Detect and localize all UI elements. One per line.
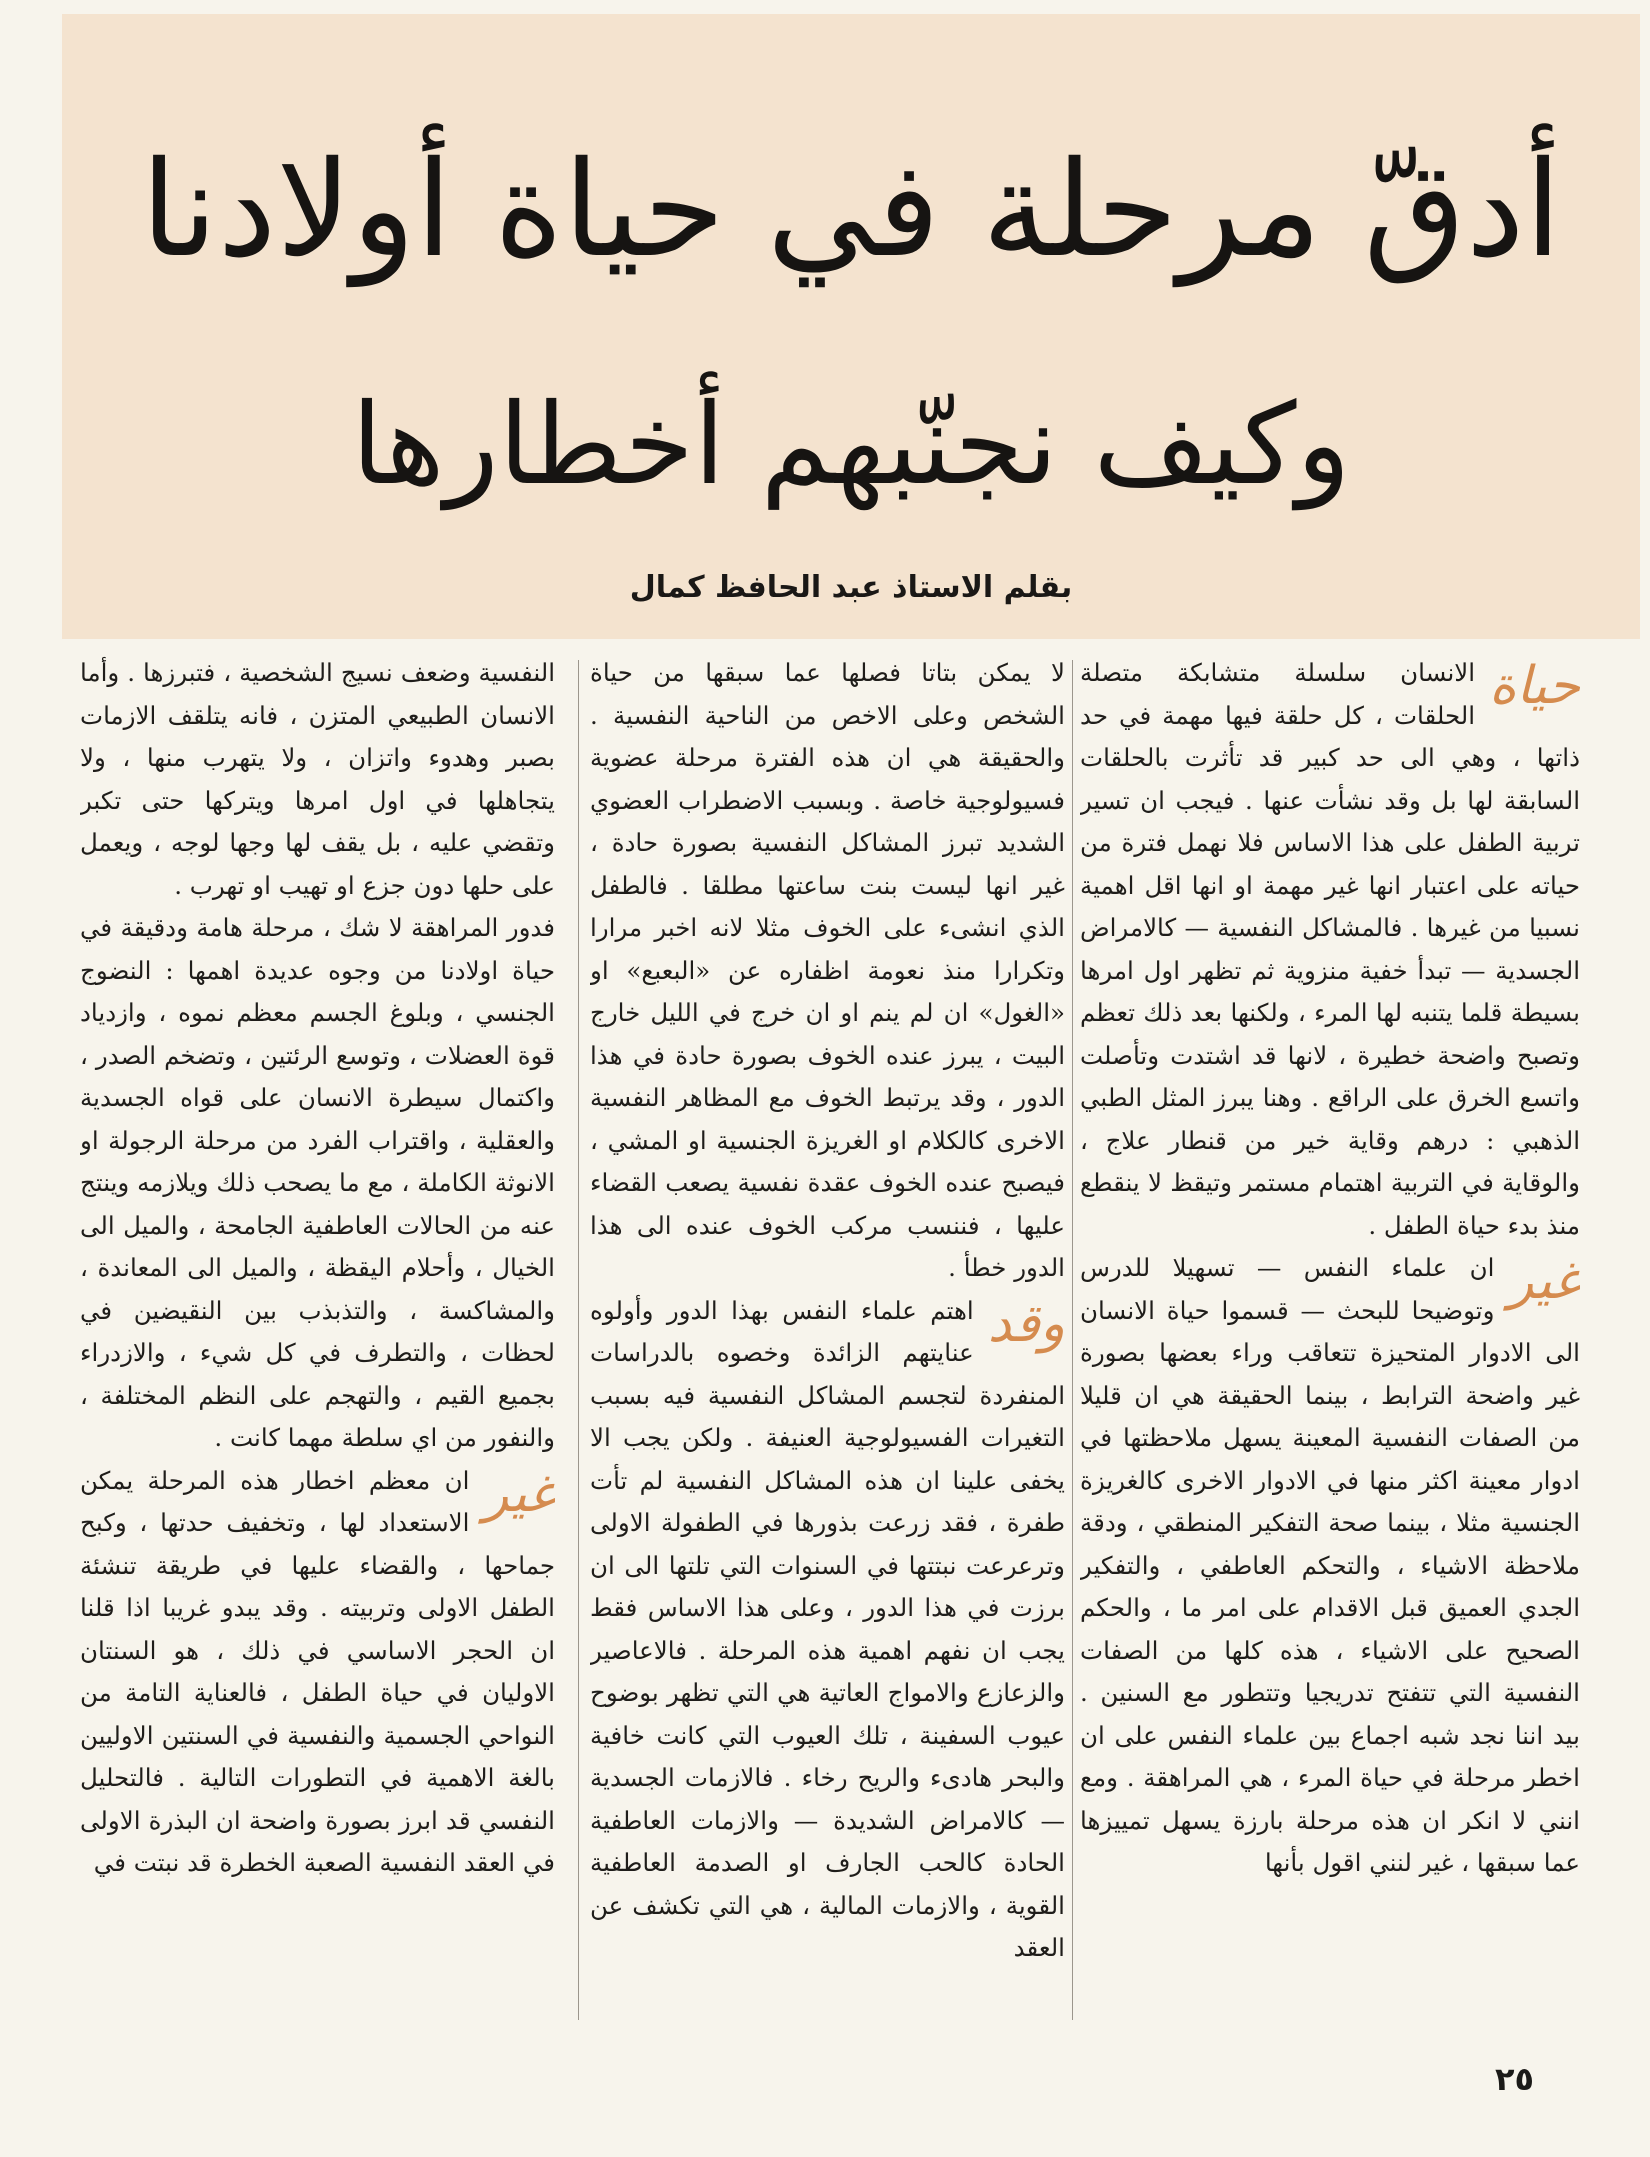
text-column-left xyxy=(80,652,555,2032)
article-subtitle: وكيف نجنّبهم أخطارها xyxy=(351,380,1351,510)
drop-cap: غير xyxy=(1508,1251,1580,1311)
paragraph-text: ان معظم اخطار هذه المرحلة يمكن الاستعداد لها ، وتخفيف حدتها ، وكبح جماحها ، والقضاء عليها في طريقة تنشئة الطفل الاولى وتربيته . وقد يبدو غريبا اذا قلنا ان الحجر الاساسي في ذلك ، هو السنتان الاوليان في حياة الطفل ، فالعناية التامة من النواحي الجسمية والنفسية في السنتين الاوليين بالغة الاهمية في التطورات التالية . فالتحليل النفسي قد ابرز بصورة واضحة ان البذرة الاولى في العقد النفسية الصعبة الخطرة قد نبتت في xyxy=(80,1465,555,1877)
paragraph-text: ان علماء النفس — تسهيلا للدرس وتوضيحا للبحث — قسموا حياة الانسان الى الادوار المتحيزة تتعاقب وراء بعضها بصورة غير واضحة الترابط ، بينما الحقيقة هي ان قليلا من الصفات النفسية المعينة يسهل ملاحظتها في ادوار معينة اكثر منها في الادوار الاخرى كالغريزة الجنسية مثلا ، بينما صحة التفكير المنطقي ، ودقة ملاحظة الاشياء ، والتحكم العاطفي ، والتفكير الجدي العميق قبل الاقدام على امر ما ، والحكم الصحيح على الاشياء ، هذه كلها من الصفات النفسية التي تتفتح تدريجيا وتتطور مع السنين . بيد اننا نجد شبه اجماع بين علماء النفس على ان اخطر مرحلة في حياة المرء ، هي المراهقة . ومع انني لا انكر ان هذه مرحلة بارزة يسهل تمييزها عما سبقها ، غير لنني اقول بأنها xyxy=(1080,1253,1580,1877)
paragraph xyxy=(80,1460,555,1885)
article-byline: بقلم الاستاذ عبد الحافظ كمال xyxy=(629,570,1073,605)
text-column-right xyxy=(1080,652,1580,2032)
drop-cap: غير xyxy=(483,1463,555,1524)
paragraph-text: لا يمكن بتاتا فصلها عما سبقها من حياة الشخص وعلى الاخص من الناحية النفسية . والحقيقة هي ان هذه الفترة مرحلة عضوية فسيولوجية خاصة . وبسبب الاضطراب العضوي الشديد تبرز المشاكل النفسية بصورة حادة ، غير انها ليست بنت ساعتها مطلقا . فالطفل الذي انشىء على الخوف مثلا لانه اخبر مرارا وتكرارا منذ نعومة اظفاره عن «البعبع» او «الغول» ان لم ينم او ان خرج في الليل خارج البيت ، يبرز عنده الخوف بصورة حادة في هذا الدور ، وقد يرتبط الخوف مع المظاهر النفسية الاخرى كالكلام او الغريزة الجنسية او المشي ، فيصبح عنده الخوف عقدة نفسية يصعب القضاء عليها ، فننسب مركب الخوف عنده الى هذا الدور خطأ . xyxy=(590,658,1065,1282)
article-title: أدقّ مرحلة في حياة أولادنا xyxy=(140,133,1562,287)
text-column-middle xyxy=(590,652,1065,2032)
paragraph-text: اهتم علماء النفس بهذا الدور وأولوه عنايتهم الزائدة وخصوه بالدراسات المنفردة لتجسم المشاكل النفسية فيه بسبب التغيرات الفسيولوجية العنيفة . ولكن يجب الا يخفى علينا ان هذه المشاكل النفسية لم تأت طفرة ، فقد زرعت بذورها في الطفولة الاولى وترعرعت نبتتها في السنوات التي تلتها الى ان برزت في هذا الدور ، وعلى هذا الاساس فقط يجب ان نفهم اهمية هذه المرحلة . فالاعاصير والزعازع والامواج العاتية هي التي تظهر بوضوح عيوب السفينة ، تلك العيوب التي كانت خافية والبحر هادىء والريح رخاء . فالازمات الجسدية — كالامراض الشديدة — والازمات العاطفية الحادة كالحب الجارف او الصدمة العاطفية القوية ، والازمات المالية ، هي التي تكشف عن العقد xyxy=(590,1295,1065,1962)
paragraph-text: فدور المراهقة لا شك ، مرحلة هامة ودقيقة في حياة اولادنا من وجوه عديدة اهمها : النضوج الجنسي ، وبلوغ الجسم معظم نموه ، وازدياد قوة العضلات ، وتوسع الرئتين ، وتضخم الصدر ، واكتمال سيطرة الانسان على قواه الجسدية والعقلية ، واقتراب الفرد من مرحلة الرجولة او الانوثة الكاملة ، مع ما يصحب ذلك ويلازمه وينتج عنه من الحالات العاطفية الجامحة ، والميل الى الخيال ، وأحلام اليقظة ، والميل الى المعاندة ، والمشاكسة ، والتذبذب بين النقيضين في لحظات ، والتطرف في كل شيء ، والازدراء بجميع القيم ، والتهجم على النظم المختلفة ، والنفور من اي سلطة مهما كانت . xyxy=(80,913,555,1452)
paragraph xyxy=(590,1290,1065,1970)
paragraph xyxy=(80,652,555,907)
column-divider xyxy=(578,660,579,2020)
page-number: ٢٥ xyxy=(1495,2060,1535,2098)
paragraph xyxy=(1080,1247,1580,1885)
title-banner xyxy=(62,14,1640,639)
drop-cap: وقد xyxy=(987,1293,1065,1354)
drop-cap: حياة xyxy=(1489,656,1580,716)
paragraph-text: النفسية وضعف نسيج الشخصية ، فتبرزها . وأما الانسان الطبيعي المتزن ، فانه يتلقف الازمات بصبر وهدوء واتزان ، ولا يتهرب منها ، ولا يتجاهلها في اول امرها ويتركها حتى تكبر وتقضي عليه ، بل يقف لها وجها لوجه ، ويعمل على حلها دون جزع او تهيب او تهرب . xyxy=(80,658,555,900)
column-divider xyxy=(1072,660,1073,2020)
paragraph xyxy=(590,652,1065,1290)
paragraph-text: الانسان سلسلة متشابكة متصلة الحلقات ، كل حلقة فيها مهمة في حد ذاتها ، وهي الى حد كبير قد تأثرت بالحلقات السابقة لها بل وقد نشأت عنها . فيجب ان تسير تربية الطفل على هذا الاساس فلا نهمل فترة من حياته على اعتبار انها غير مهمة او انها اقل اهمية نسبيا من غيرها . فالمشاكل النفسية — كالامراض الجسدية — تبدأ خفية منزوية ثم تظهر اول امرها بسيطة قلما يتنبه لها المرء ، ولكنها بعد ذلك تعظم وتصبح واضحة خطيرة ، لانها قد اشتدت وتأصلت واتسع الخرق على الراقع . وهنا يبرز المثل الطبي الذهبي : درهم وقاية خير من قنطار علاج ، والوقاية في التربية اهتمام مستمر وتيقظ لا ينقطع منذ بدء حياة الطفل . xyxy=(1080,658,1580,1240)
paragraph xyxy=(80,907,555,1460)
paragraph xyxy=(1080,652,1580,1247)
